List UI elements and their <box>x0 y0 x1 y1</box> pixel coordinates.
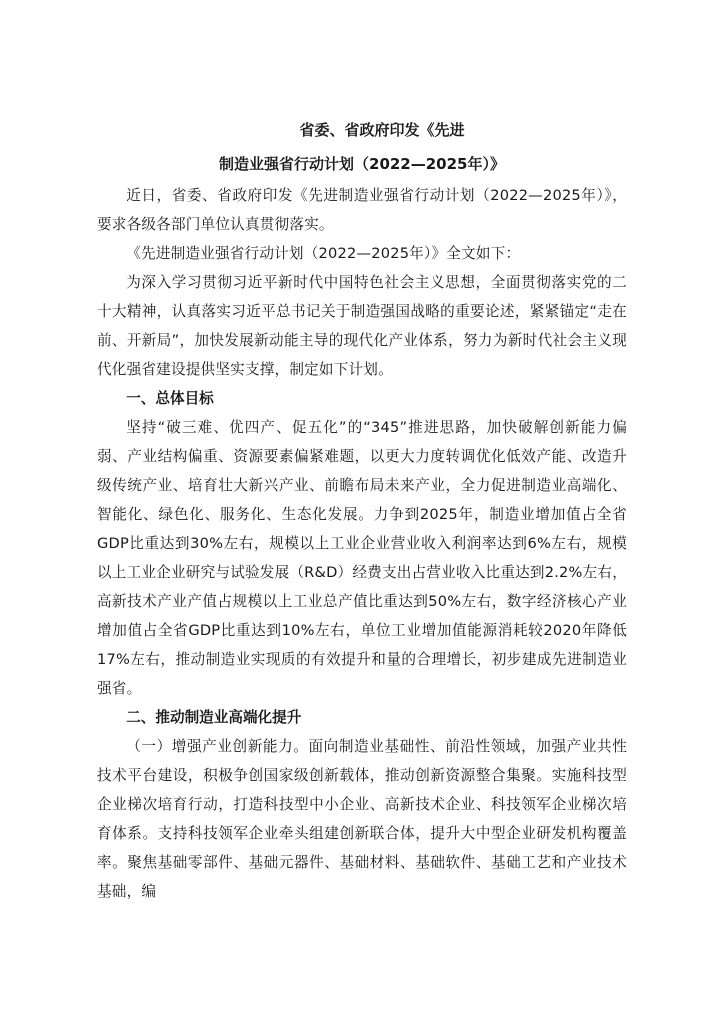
section-1-heading: 一、总体目标 <box>126 390 214 407</box>
document-page <box>97 113 627 906</box>
section-2-heading: 二、推动制造业高端化提升 <box>126 709 302 726</box>
intro-paragraph: 近日，省委、省政府印发《先进制造业强省行动计划（2022—2025年）》，要求各级各部门单位认真贯彻落实。 <box>97 187 627 233</box>
section-2-paragraph: （一）增强产业创新能力。面向制造业基础性、前沿性领域，加强产业共性技术平台建设，积极争创国家级创新载体，推动创新资源整合集聚。实施科技型企业梯次培育行动，打造科技型中小企业、高新技术企业、科技领军企业梯次培育体系。支持科技领军企业牵头组建创新联合体，提升大中型企业研发机构覆盖率。聚焦基础零部件、基础元器件、基础材料、基础软件、基础工艺和产业技术基础，编 <box>97 738 627 900</box>
preamble-paragraph: 为深入学习贯彻习近平新时代中国特色社会主义思想，全面贯彻落实党的二十大精神，认真落实习近平总书记关于制造强国战略的重要论述，紧紧锚定“走在前、开新局”，加快发展新动能主导的现代化产业体系，努力为新时代社会主义现代化强省建设提供坚实支撑，制定如下计划。 <box>97 274 627 378</box>
fulltext-note-paragraph: 《先进制造业强省行动计划（2022—2025年）》全文如下： <box>126 245 521 262</box>
section-1-paragraph: 坚持“破三难、优四产、促五化”的“345”推进思路，加快破解创新能力偏弱、产业结构偏重、资源要素偏紧难题，以更大力度转调优化低效产能、改造升级传统产业、培育壮大新兴产业、前瞻布局未来产业，全力促进制造业高端化、智能化、绿色化、服务化、生态化发展。力争到2025年，制造业增加值占全省GDP比重达到30%左右，规模以上工业企业营业收入利润率达到6%左右，规模以上工业企业研究与试验发展（R&D）经费支出占营业收入比重达到2.2%左右，高新技术产业产值占规模以上工业总产值比重达到50%左右，数字经济核心产业增加值占全省GDP比重达到10%左右，单位工业增加值能源消耗较2020年降低17%左右，推动制造业实现质的有效提升和量的合理增长，初步建成先进制造业强省。 <box>97 419 627 697</box>
document-title-line-1: 省委、省政府印发《先进 <box>299 121 465 139</box>
document-title-line-2: 制造业强省行动计划（2022—2025年）》 <box>219 155 505 173</box>
